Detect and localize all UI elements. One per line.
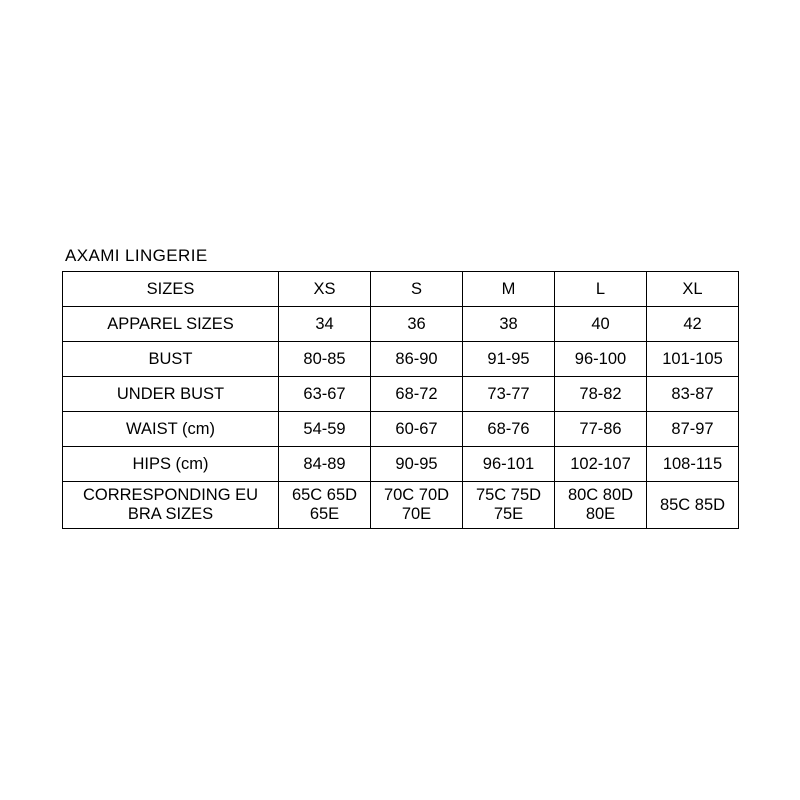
cell-value: 102-107 [555, 447, 647, 482]
size-chart-table [62, 271, 739, 529]
cell-value: 78-82 [555, 377, 647, 412]
cell-value: 83-87 [647, 377, 739, 412]
cell-value: 91-95 [463, 342, 555, 377]
row-label: BUST [63, 342, 279, 377]
cell-value: 85C 85D [647, 482, 739, 529]
cell-value: 75C 75D 75E [463, 482, 555, 529]
cell-value: 101-105 [647, 342, 739, 377]
cell-value: 54-59 [279, 412, 371, 447]
row-label: APPAREL SIZES [63, 307, 279, 342]
table-row [63, 482, 739, 529]
page-title: AXAMI LINGERIE [65, 246, 208, 265]
table-row [63, 447, 739, 482]
cell-value: 84-89 [279, 447, 371, 482]
table-row [63, 377, 739, 412]
cell-value: 36 [371, 307, 463, 342]
cell-value: XL [647, 272, 739, 307]
cell-value: 96-100 [555, 342, 647, 377]
cell-value: 73-77 [463, 377, 555, 412]
cell-value: S [371, 272, 463, 307]
table-row [63, 342, 739, 377]
table-row [63, 272, 739, 307]
cell-value: 80C 80D 80E [555, 482, 647, 529]
cell-value: 77-86 [555, 412, 647, 447]
cell-value: 60-67 [371, 412, 463, 447]
cell-value: L [555, 272, 647, 307]
cell-value: 42 [647, 307, 739, 342]
cell-value: 34 [279, 307, 371, 342]
row-label: SIZES [63, 272, 279, 307]
table-row [63, 412, 739, 447]
size-chart-sheet [62, 246, 738, 529]
cell-value: XS [279, 272, 371, 307]
cell-value: 38 [463, 307, 555, 342]
cell-value: 65C 65D 65E [279, 482, 371, 529]
row-label: CORRESPONDING EU BRA SIZES [63, 482, 279, 529]
table-row [63, 307, 739, 342]
cell-value: 68-72 [371, 377, 463, 412]
cell-value: 80-85 [279, 342, 371, 377]
cell-value: 86-90 [371, 342, 463, 377]
cell-value: 108-115 [647, 447, 739, 482]
cell-value: 40 [555, 307, 647, 342]
cell-value: 70C 70D 70E [371, 482, 463, 529]
cell-value: 63-67 [279, 377, 371, 412]
row-label: HIPS (cm) [63, 447, 279, 482]
row-label: UNDER BUST [63, 377, 279, 412]
cell-value: M [463, 272, 555, 307]
cell-value: 90-95 [371, 447, 463, 482]
cell-value: 87-97 [647, 412, 739, 447]
row-label: WAIST (cm) [63, 412, 279, 447]
cell-value: 96-101 [463, 447, 555, 482]
cell-value: 68-76 [463, 412, 555, 447]
